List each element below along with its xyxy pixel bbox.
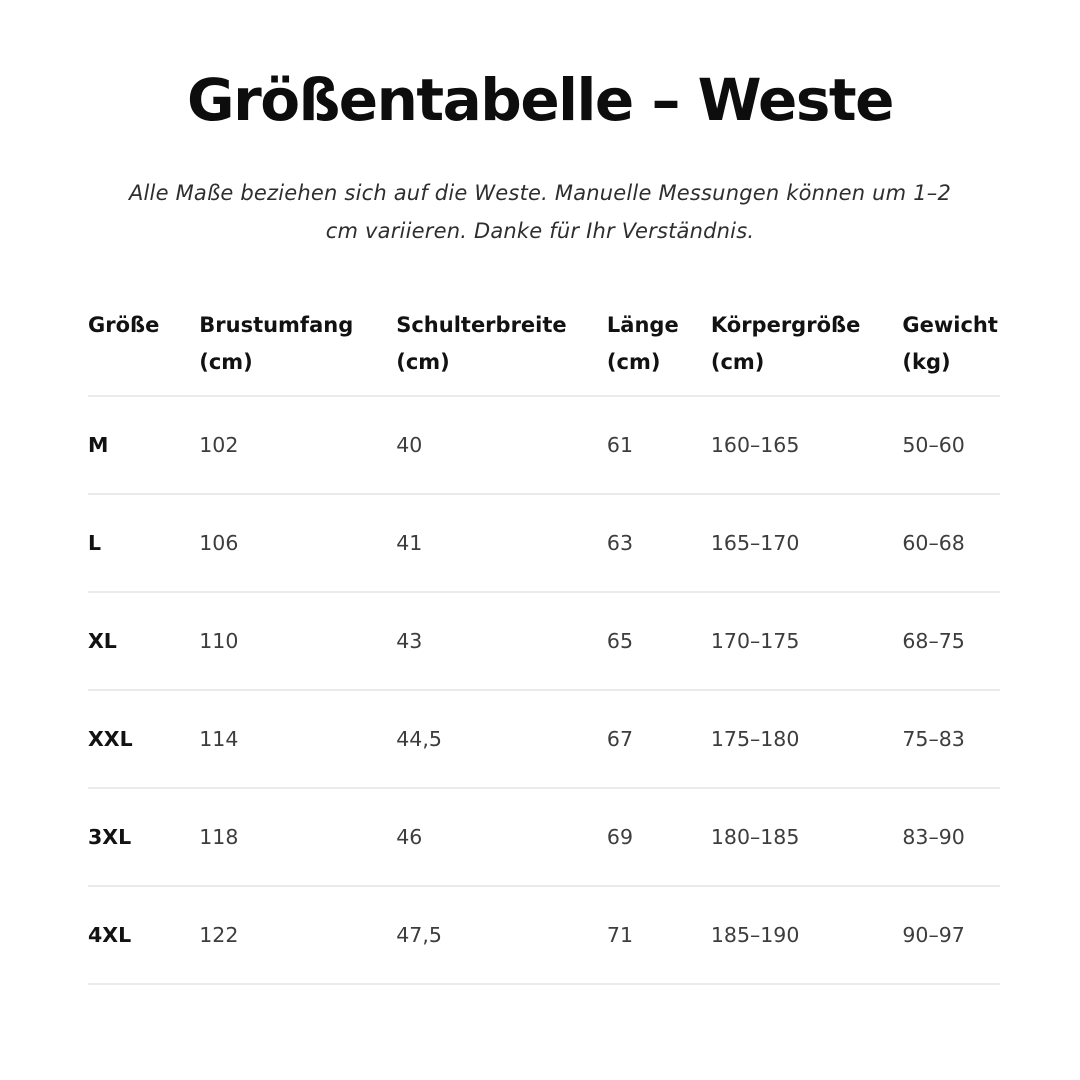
table-row-l [88,494,1000,592]
size-cell: 3XL [88,788,199,886]
header-unit: (cm) [606,350,661,375]
chest-cell: 114 [199,690,396,788]
height-cell: 165–170 [711,494,903,592]
length-cell: 67 [607,690,711,788]
disclaimer-text: Alle Maße beziehen sich auf die Weste. Manuelle Messungen können um 1–2 cm variieren. Danke für Ihr Verständnis. [128,180,952,244]
length-cell: 65 [607,592,711,690]
size-cell: 4XL [88,886,199,984]
weight-cell: 60–68 [902,494,1000,592]
length-cell: 71 [607,886,711,984]
header-label: Gewicht [902,313,998,338]
size-cell: XL [88,592,199,690]
header-groesse [88,307,199,396]
header-label: Schulterbreite [396,313,567,338]
chest-cell: 102 [199,396,396,494]
length-cell: 63 [607,494,711,592]
header-label: Körpergröße [710,313,861,338]
chest-cell: 106 [199,494,396,592]
header-gewicht [902,307,1000,396]
length-cell: 61 [607,396,711,494]
header-unit: (kg) [902,350,951,375]
weight-cell: 68–75 [902,592,1000,690]
header-label: Länge [606,313,679,338]
shoulder-cell: 46 [396,788,607,886]
table-row-m [88,396,1000,494]
chest-cell: 118 [199,788,396,886]
size-table [88,307,1000,985]
chest-cell: 110 [199,592,396,690]
header-laenge [607,307,711,396]
header-schulterbreite [396,307,607,396]
shoulder-cell: 41 [396,494,607,592]
height-cell: 160–165 [711,396,903,494]
length-cell: 69 [607,788,711,886]
height-cell: 175–180 [711,690,903,788]
table-row-xxl [88,690,1000,788]
header-label: Größe [88,313,160,338]
header-label: Brustumfang [199,313,354,338]
header-brustumfang [199,307,396,396]
table-row-3xl [88,788,1000,886]
height-cell: 170–175 [711,592,903,690]
height-cell: 185–190 [711,886,903,984]
shoulder-cell: 47,5 [396,886,607,984]
size-cell: XXL [88,690,199,788]
header-koerpergroesse [711,307,903,396]
weight-cell: 75–83 [902,690,1000,788]
table-header [88,307,1000,396]
header-row [88,307,1000,396]
table-row-xl [88,592,1000,690]
shoulder-cell: 40 [396,396,607,494]
chest-cell: 122 [199,886,396,984]
size-cell: L [88,494,199,592]
header-unit: (cm) [199,350,253,375]
weight-cell: 50–60 [902,396,1000,494]
shoulder-cell: 43 [396,592,607,690]
size-table-container [88,307,1000,985]
header-unit: (cm) [396,350,450,375]
shoulder-cell: 44,5 [396,690,607,788]
page-title: Größentabelle – Weste [187,66,893,134]
weight-cell: 83–90 [902,788,1000,886]
table-row-4xl [88,886,1000,984]
table-body [88,396,1000,984]
weight-cell: 90–97 [902,886,1000,984]
size-cell: M [88,396,199,494]
header-unit: (cm) [710,350,765,375]
height-cell: 180–185 [711,788,903,886]
